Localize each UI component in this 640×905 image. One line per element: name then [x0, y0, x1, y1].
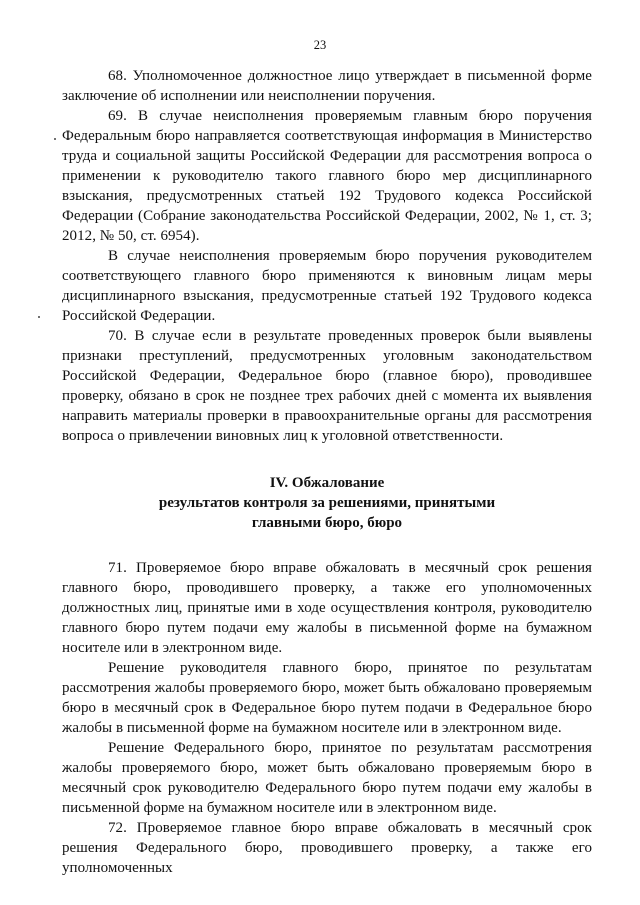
paragraph-71-head-decision: Решение руководителя главного бюро, принятое по результатам рассмотрения жалобы проверяемого бюро, может быть обжаловано проверяемым бюро в месячный срок в Федеральное бюро путем подачи в Федеральное бюро жалобы в письменной форме на бумажном носителе или в электронном виде. — [62, 660, 592, 736]
scan-speck — [54, 138, 56, 140]
page-number: 23 — [313, 38, 327, 52]
paragraph-68: 68. Уполномоченное должностное лицо утверждает в письменной форме заключение об исполнении или неисполнении поручения. — [62, 68, 592, 104]
paragraph-72: 72. Проверяемое главное бюро вправе обжаловать в месячный срок решения Федерального бюро, проводившего проверку, а также его уполномоченных — [62, 820, 592, 876]
paragraph-69-continued: В случае неисполнения проверяемым бюро поручения руководителем соответствующего главного бюро применяются к виновным лицам меры дисциплинарного взыскания, предусмотренные статьей 192 Трудового кодекса Российской Федерации. — [62, 248, 592, 324]
paragraph-71-federal-decision: Решение Федерального бюро, принятое по результатам рассмотрения жалобы проверяемого бюро, может быть обжаловано проверяемым бюро в месячный срок руководителю Федерального бюро путем подачи ему жалобы в письменной форме на бумажном носителе или в электронном виде. — [62, 740, 592, 816]
document-body — [62, 66, 592, 878]
scan-speck — [38, 316, 40, 318]
section-heading — [62, 473, 592, 533]
paragraph-70: 70. В случае если в результате проведенных проверок были выявлены признаки преступлений, предусмотренных уголовным законодательством Российской Федерации, Федеральное бюро (главное бюро), проводившее проверку, обязано в срок не позднее трех рабочих дней с момента их выявления направить материалы проверки в правоохранительные органы для рассмотрения вопроса о привлечении виновных лиц к уголовной ответственности. — [62, 328, 592, 444]
section-heading-line-2: результатов контроля за решениями, принятыми — [158, 495, 496, 511]
paragraph-69: 69. В случае неисполнения проверяемым главным бюро поручения Федеральным бюро направляется соответствующая информация в Министерство труда и социальной защиты Российской Федерации для рассмотрения вопроса о применении к руководителю такого главного бюро мер дисциплинарного взыскания, предусмотренных статьей 192 Трудового кодекса Российской Федерации (Собрание законодательства Российской Федерации, 2002, № 1, ст. 3; 2012, № 50, ст. 6954). — [62, 108, 592, 244]
section-heading-line-3: главными бюро, бюро — [251, 515, 403, 531]
paragraph-71: 71. Проверяемое бюро вправе обжаловать в месячный срок решения главного бюро, проводившего проверку, а также его уполномоченных должностных лиц, принятые ими в ходе осуществления контроля, руководителю главного бюро путем подачи ему жалобы в письменной форме на бумажном носителе или в электронном виде. — [62, 560, 592, 656]
section-heading-line-1: IV. Обжалование — [269, 475, 385, 491]
